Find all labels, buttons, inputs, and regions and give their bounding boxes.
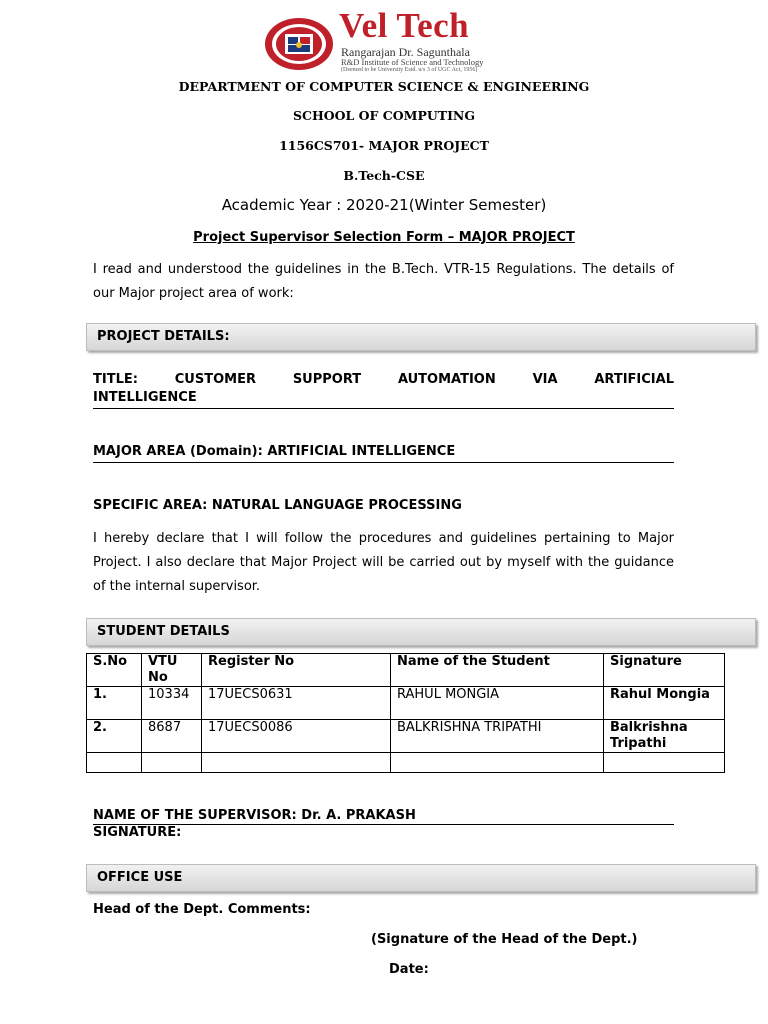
table-row-empty (87, 753, 725, 773)
title-label: TITLE: (93, 372, 138, 387)
col-signature: Signature (604, 654, 725, 687)
cell-name: BALKRISHNA TRIPATHI (391, 720, 604, 753)
specific-area-field: SPECIFIC AREA: NATURAL LANGUAGE PROCESSING (93, 498, 462, 513)
student-table (86, 653, 725, 773)
vel-tech-logo (263, 6, 523, 73)
logo-line-3: (Deemed to be University Estd. u/s 3 of UGC Act, 1956) (341, 67, 478, 73)
form-title: Project Supervisor Selection Form – MAJOR PROJECT (193, 230, 575, 245)
university-seal-icon (263, 16, 335, 72)
student-details-heading: STUDENT DETAILS (97, 624, 230, 639)
major-area-field: MAJOR AREA (Domain): ARTIFICIAL INTELLIGENCE (93, 444, 456, 459)
course-heading: 1156CS701- MAJOR PROJECT (279, 138, 489, 153)
cell-signature: Rahul Mongia (604, 687, 725, 720)
intro-paragraph: I read and understood the guidelines in the B.Tech. VTR-15 Regulations. The details of our Major project area of work: (93, 262, 674, 301)
hod-comments-label: Head of the Dept. Comments: (93, 902, 311, 917)
project-details-heading: PROJECT DETAILS: (97, 329, 230, 344)
col-vtu: VTU No (142, 654, 202, 687)
table-row (87, 720, 725, 753)
cell-register: 17UECS0086 (202, 720, 391, 753)
hod-signature-label: (Signature of the Head of the Dept.) (371, 932, 638, 947)
office-use-heading: OFFICE USE (97, 870, 183, 885)
supervisor-signature-label: SIGNATURE: (93, 825, 182, 840)
cell-vtu: 10334 (142, 687, 202, 720)
project-title-field (93, 371, 674, 407)
logo-line-2: R&D Institute of Science and Technology (341, 57, 484, 67)
school-heading: SCHOOL OF COMPUTING (292, 108, 476, 123)
title-underline (93, 408, 674, 409)
cell-sno: 2. (87, 720, 142, 753)
project-title-line-1: TITLE: CUSTOMER SUPPORT AUTOMATION VIA ARTIFICIAL (93, 372, 674, 387)
academic-year: Academic Year : 2020-21(Winter Semester) (221, 196, 547, 214)
program-heading: B.Tech-CSE (343, 168, 425, 183)
project-details-bar (86, 323, 756, 351)
major-area-underline (93, 462, 674, 463)
col-sno: S.No (87, 654, 142, 687)
date-label: Date: (389, 962, 429, 977)
cell-register: 17UECS0631 (202, 687, 391, 720)
cell-sno: 1. (87, 687, 142, 720)
table-header-row (87, 654, 725, 687)
supervisor-name: NAME OF THE SUPERVISOR: Dr. A. PRAKASH (93, 808, 416, 823)
table-row (87, 687, 725, 720)
brand-name: Vel Tech (339, 6, 470, 45)
office-use-bar (86, 864, 756, 892)
department-heading: DEPARTMENT OF COMPUTER SCIENCE & ENGINEERING (178, 79, 590, 94)
project-title-line-2: INTELLIGENCE (93, 390, 197, 405)
cell-name: RAHUL MONGIA (391, 687, 604, 720)
declaration-paragraph: I hereby declare that I will follow the procedures and guidelines pertaining to Major Project. I also declare that Major Project will be carried out by myself with the guidance of the internal supervisor. (93, 531, 674, 594)
logo-line-1: Rangarajan Dr. Sagunthala (341, 45, 470, 59)
cell-signature: Balkrishna Tripathi (604, 720, 725, 753)
col-register: Register No (202, 654, 391, 687)
cell-vtu: 8687 (142, 720, 202, 753)
col-name: Name of the Student (391, 654, 604, 687)
student-details-bar (86, 618, 756, 646)
